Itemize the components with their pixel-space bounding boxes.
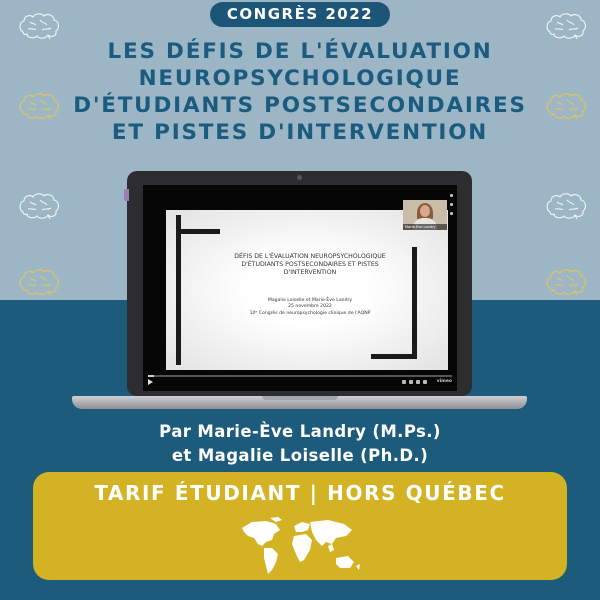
slide-title-line: D'INTERVENTION xyxy=(283,269,337,276)
slide-info-line: 10ᵉ Congrès de neuropsychologie clinique de l'AQNP xyxy=(249,310,371,316)
slide-info-line: Magalie Loiselle et Marie-Ève Landry xyxy=(267,298,353,303)
slide-info-line: 25 novembre 2022 xyxy=(288,304,332,310)
webcam-name-label: Marie-Ève Landry xyxy=(403,224,447,230)
video-slide xyxy=(166,210,448,370)
volume-icon[interactable] xyxy=(402,380,406,384)
watch-later-icon[interactable] xyxy=(450,203,453,206)
brain-icon xyxy=(545,192,587,220)
play-icon[interactable] xyxy=(148,379,153,385)
brain-icon xyxy=(18,268,60,296)
fullscreen-icon[interactable] xyxy=(423,380,427,384)
congress-badge: CONGRÈS 2022 xyxy=(210,2,390,27)
page-title xyxy=(0,38,600,146)
player-side-controls xyxy=(450,194,455,221)
slide-bracket-left xyxy=(176,215,181,365)
slide-title-line: DÉFIS DE L'ÉVALUATION NEUROPSYCHOLOGIQUE xyxy=(234,253,386,260)
authors-line-1: Par Marie-Ève Landry (M.Ps.) xyxy=(159,422,441,441)
side-tab xyxy=(124,189,129,201)
slide-bracket-left-top xyxy=(176,229,220,234)
slide-bracket-right-bottom xyxy=(371,354,417,359)
webcam-overlay xyxy=(403,200,447,230)
brain-icon xyxy=(545,12,587,40)
player-controls xyxy=(148,379,452,387)
slide-bracket-right xyxy=(412,247,417,359)
title-line: D'ÉTUDIANTS POSTSECONDAIRES xyxy=(73,93,527,118)
authors xyxy=(0,420,600,468)
settings-icon[interactable] xyxy=(409,380,413,384)
title-line: ET PISTES D'INTERVENTION xyxy=(111,120,489,145)
like-icon[interactable] xyxy=(450,194,453,197)
video-progress-bar[interactable] xyxy=(148,375,452,377)
pip-icon[interactable] xyxy=(416,380,420,384)
brain-icon xyxy=(18,12,60,40)
brain-icon xyxy=(18,192,60,220)
slide-title-line: D'ÉTUDIANTS POSTSECONDAIRES ET PISTES xyxy=(241,261,379,268)
brain-icon xyxy=(545,268,587,296)
share-icon[interactable] xyxy=(450,212,453,215)
authors-line-2: et Magalie Loiselle (Ph.D.) xyxy=(171,446,429,465)
video-progress-fill xyxy=(148,375,154,377)
slide-title xyxy=(210,253,410,277)
title-line: NEUROPSYCHOLOGIQUE xyxy=(138,66,462,91)
slide-info xyxy=(210,298,410,317)
vimeo-logo[interactable]: vimeo xyxy=(436,379,452,384)
laptop-camera xyxy=(297,175,302,180)
world-map-icon xyxy=(236,514,364,578)
laptop-notch xyxy=(262,396,338,400)
title-line: LES DÉFIS DE L'ÉVALUATION xyxy=(107,39,493,64)
presenter-face xyxy=(420,205,430,217)
price-label: TARIF ÉTUDIANT | HORS QUÉBEC xyxy=(94,481,506,505)
